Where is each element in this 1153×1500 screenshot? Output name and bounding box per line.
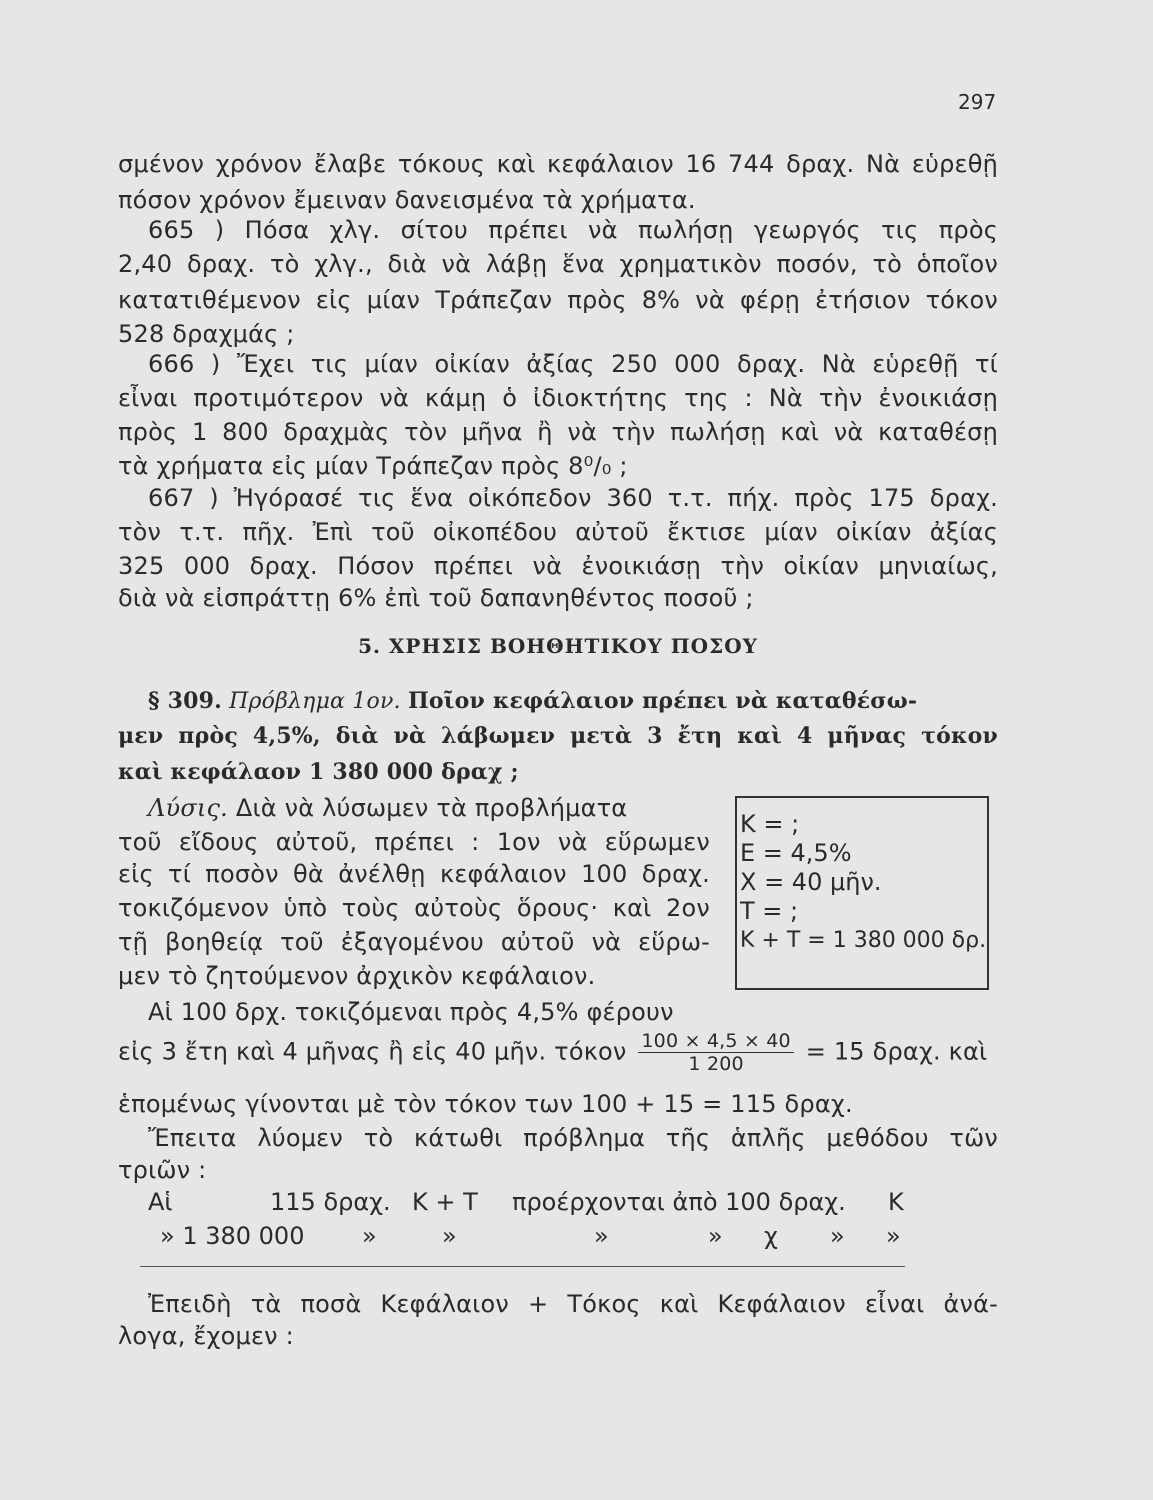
solution-label: Λύσις. xyxy=(148,794,228,822)
given-x: Χ = 40 μῆν. xyxy=(740,868,882,896)
method-cell: » xyxy=(442,1222,457,1250)
solution-line: εἰς τί ποσὸν θὰ ἀνέλθῃ κεφάλαιον 100 δραχ. xyxy=(118,860,710,888)
section-309-line1 xyxy=(118,683,998,720)
text-line: λογα, ἔχομεν : xyxy=(118,1322,294,1350)
method-cell: » xyxy=(708,1222,723,1250)
problem-667-line: διὰ νὰ εἰσπράττῃ 6% ἐπὶ τοῦ δαπανηθέντος ποσοῦ ; xyxy=(118,584,754,612)
problem-665-line: 528 δραχμάς ; xyxy=(118,320,295,348)
given-k: Κ = ; xyxy=(740,810,800,838)
section-309-line2: μεν πρὸς 4,5%, διὰ νὰ λάβωμεν μετὰ 3 ἔτη καὶ 4 μῆνας τόκον xyxy=(118,723,998,749)
problem-666-line: πρὸς 1 800 δραχμὰς τὸν μῆνα ἢ νὰ τὴν πωλήσῃ καὶ νὰ καταθέσῃ xyxy=(118,418,998,446)
method-cell: χ xyxy=(764,1222,778,1250)
fraction-denominator: 1 200 xyxy=(688,1053,744,1075)
page-number: 297 xyxy=(958,90,997,114)
problem-666-line: εἶναι προτιμότερον νὰ κάμῃ ὁ ἰδιοκτήτης της : Νὰ τὴν ἐνοικιάσῃ xyxy=(118,384,998,412)
calc-text: = 15 δραχ. καὶ xyxy=(805,1037,988,1066)
calc-text: εἰς 3 ἔτη καὶ 4 μῆνας ἢ εἰς 40 μῆν. τόκον xyxy=(118,1037,627,1066)
problem-statement: Ποῖον κεφάλαιον πρέπει νὰ καταθέσω- xyxy=(407,688,918,714)
method-cell: Αἱ xyxy=(148,1188,173,1216)
calc-line: Αἱ 100 δρχ. τοκιζόμεναι πρὸς 4,5% φέρουν xyxy=(148,998,674,1026)
text-line: Ἔπειτα λύομεν τὸ κάτωθι πρόβλημα τῆς ἁπλῆς μεθόδου τῶν xyxy=(148,1124,998,1152)
method-cell: » xyxy=(594,1222,609,1250)
method-cell: 115 δραχ. xyxy=(270,1188,391,1216)
method-cell: προέρχονται ἀπὸ 100 δραχ. xyxy=(512,1188,846,1216)
solution-line: τοῦ εἴδους αὐτοῦ, πρέπει : 1ον νὰ εὕρωμεν xyxy=(118,828,710,856)
given-values-box xyxy=(735,796,989,990)
method-cell: » xyxy=(830,1222,845,1250)
problem-666-line: τὰ χρήματα εἰς μίαν Τράπεζαν πρὸς 8⁰/₀ ; xyxy=(118,452,628,480)
method-cell: » xyxy=(362,1222,377,1250)
text-line: Ἐπειδὴ τὰ ποσὰ Κεφάλαιον + Τόκος καὶ Κεφάλαιον εἶναι ἀνά- xyxy=(148,1290,998,1318)
solution-line: τῇ βοηθείᾳ τοῦ ἐξαγομένου αὐτοῦ νὰ εὕρω- xyxy=(118,928,710,956)
text-line: πόσον χρόνον ἔμειναν δανεισμένα τὰ χρήματα. xyxy=(118,186,696,214)
problem-667-line: τὸν τ.τ. πῆχ. Ἐπὶ τοῦ οἰκοπέδου αὐτοῦ ἔκτισε μίαν οἰκίαν ἀξίας xyxy=(118,518,998,546)
problem-665-line: κατατιθέμενον εἰς μίαν Τράπεζαν πρὸς 8% νὰ φέρῃ ἐτήσιον τόκον xyxy=(118,286,998,314)
calc-line-fraction xyxy=(118,1030,998,1075)
method-cell: Κ xyxy=(888,1188,904,1216)
given-e: Ε = 4,5% xyxy=(740,839,852,867)
solution-line xyxy=(118,790,718,826)
problem-667-line: 325 000 δραχ. Πόσον πρέπει νὰ ἐνοικιάσῃ τὴν οἰκίαν μηνιαίως, xyxy=(118,552,998,580)
method-cell: » xyxy=(886,1222,901,1250)
section-heading: 5. ΧΡΗΣΙΣ ΒΟΗΘΗΤΙΚΟΥ ΠΟΣΟΥ xyxy=(358,634,758,658)
fraction-numerator: 100 × 4,5 × 40 xyxy=(638,1030,793,1053)
problem-665-line: 665 ) Πόσα χλγ. σίτου πρέπει νὰ πωλήσῃ γεωργός τις πρὸς xyxy=(148,216,998,244)
fraction xyxy=(638,1030,793,1075)
method-cell: Κ + Τ xyxy=(412,1188,478,1216)
section-mark: § 309. xyxy=(148,688,222,714)
solution-line: μεν τὸ ζητούμενον ἀρχικὸν κεφάλαιον. xyxy=(118,962,596,990)
problem-666-line: 666 ) Ἔχει τις μίαν οἰκίαν ἀξίας 250 000 δραχ. Νὰ εὑρεθῇ τί xyxy=(148,350,998,378)
method-cell: » 1 380 000 xyxy=(160,1222,305,1250)
section-309-line3: καὶ κεφάλαον 1 380 000 δραχ ; xyxy=(118,759,519,785)
problem-665-line: 2,40 δραχ. τὸ χλγ., διὰ νὰ λάβῃ ἕνα χρηματικὸν ποσόν, τὸ ὁποῖον xyxy=(118,250,998,278)
solution-text: Διὰ νὰ λύσωμεν τὰ προβλήματα xyxy=(235,794,628,822)
text-line: τριῶν : xyxy=(118,1156,207,1184)
calc-line: ἑπομένως γίνονται μὲ τὸν τόκον των 100 + 15 = 115 δραχ. xyxy=(118,1090,853,1118)
problem-667-line: 667 ) Ἠγόρασέ τις ἕνα οἰκόπεδον 360 τ.τ. πήχ. πρὸς 175 δραχ. xyxy=(148,484,998,512)
problem-label: Πρόβλημα 1ον. xyxy=(229,689,401,714)
text-line: σμένον χρόνον ἔλαβε τόκους καὶ κεφάλαιον 16 744 δραχ. Νὰ εὑρεθῇ xyxy=(118,150,998,178)
solution-line: τοκιζόμενον ὑπὸ τοὺς αὐτοὺς ὅρους· καὶ 2ον xyxy=(118,894,710,922)
divider-rule xyxy=(140,1266,905,1267)
given-kt: Κ + Τ = 1 380 000 δρ. xyxy=(740,928,987,953)
given-t: Τ = ; xyxy=(740,897,799,925)
